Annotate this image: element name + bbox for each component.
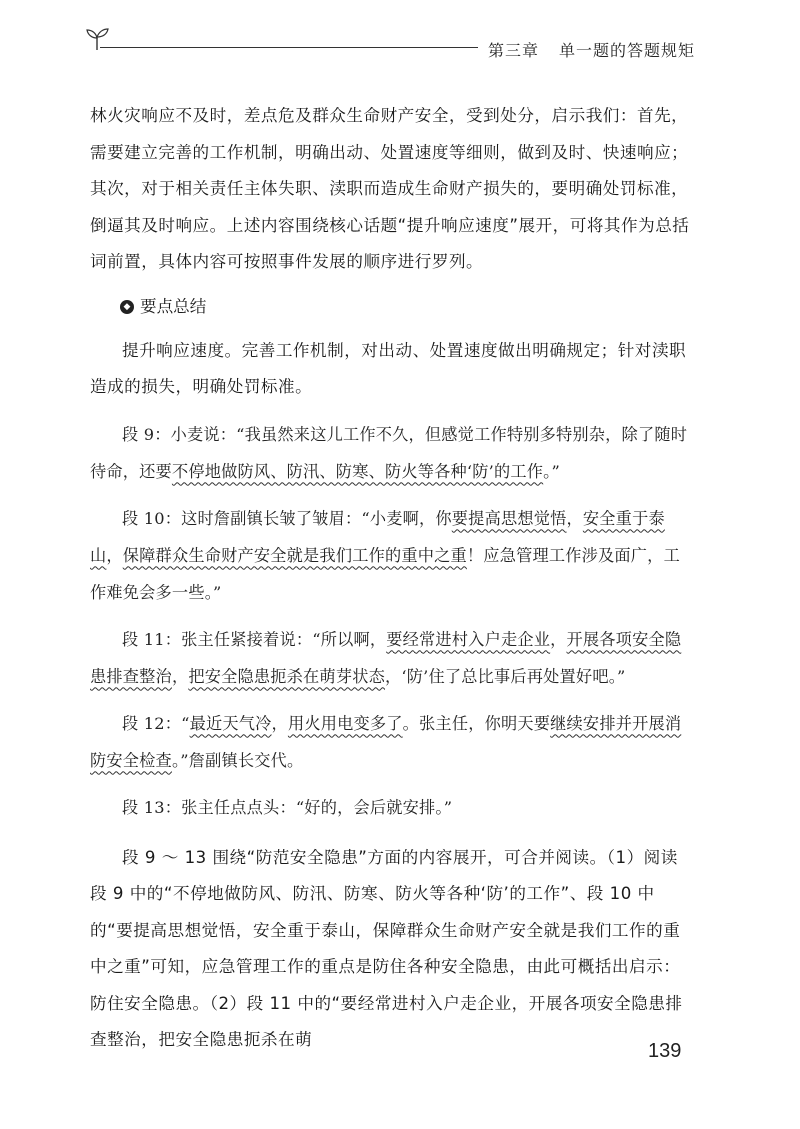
summary-text: 提升响应速度。完善工作机制，对出动、处置速度做出明确规定；针对渎职造成的损失，明确处罚标准。 bbox=[90, 340, 687, 396]
paragraph-11 bbox=[90, 621, 690, 695]
summary-heading bbox=[90, 289, 690, 325]
text-run: 。张主任，你明天要 bbox=[402, 713, 551, 733]
paragraph-intro: 林火灾响应不及时，差点危及群众生命财产安全，受到处分，启示我们：首先，需要建立完善的工作机制，明确出动、处置速度等细则，做到及时、快速响应；其次，对于相关责任主体失职、渎职而造成生命财产损失的，要明确处罚标准，倒逼其及时响应。上述内容围绕核心话题“提升响应速度”展开，可将其作为总括词前置，具体内容可按照事件发展的顺序进行罗列。 bbox=[90, 106, 690, 271]
text-run: 。” bbox=[543, 461, 560, 481]
wavy-underlined-text: 不停地做防风、防汛、防寒、防火等各种‘防’的工作 bbox=[171, 461, 544, 481]
bullet-icon: ◆ bbox=[120, 300, 134, 314]
chapter-title: 单一题的答题规矩 bbox=[559, 41, 696, 60]
summary-label: 要点总结 bbox=[140, 296, 207, 316]
text-run: 段 9：小麦说：“我虽然来这儿工作不久，但感觉工作特别多特别杂，除了随时待命，还要 bbox=[90, 424, 688, 481]
paragraph-12 bbox=[90, 705, 690, 779]
text-run: ， bbox=[566, 508, 583, 528]
page-number: 139 bbox=[648, 1040, 682, 1062]
wavy-underlined-text: 安全重于泰山 bbox=[90, 508, 665, 565]
page-body bbox=[90, 98, 690, 1059]
wavy-underlined-text: 把安全隐患扼杀在萌芽状态 bbox=[188, 666, 385, 686]
wavy-underlined-text: 保障群众生命财产安全就是我们工作的重中之重 bbox=[122, 545, 467, 565]
chapter-label: 第三章 bbox=[488, 41, 540, 60]
text-run: ！应急管理工作涉及面广，工作难免会多一些。” bbox=[90, 545, 680, 602]
paragraph-13: 段 13：张主任点点头：“好的，会后就安排。” bbox=[122, 797, 453, 817]
wavy-underlined-text: 要提高思想觉悟 bbox=[451, 508, 567, 528]
wavy-underlined-text: 要经常进村入户走企业 bbox=[386, 629, 551, 649]
text-run: ， bbox=[550, 629, 567, 649]
wavy-underlined-text: 最近天气冷 bbox=[189, 713, 272, 733]
text-run: ，‘防’住了总比事后再处置好吧。” bbox=[384, 666, 626, 686]
text-run: ， bbox=[171, 666, 189, 686]
running-header bbox=[0, 0, 800, 70]
text-run: ， bbox=[271, 713, 288, 733]
text-run: 段 12：“ bbox=[122, 713, 190, 733]
paragraph-9 bbox=[90, 416, 690, 490]
text-run: 。”詹副镇长交代。 bbox=[171, 750, 304, 770]
wavy-underlined-text: 用火用电变多了 bbox=[287, 713, 403, 733]
wavy-underlined-text: 继续安排并开展消防安全检查 bbox=[90, 713, 682, 770]
paragraph-analysis: 段 9 ～ 13 围绕“防范安全隐患”方面的内容展开，可合并阅读。（1）阅读段 9 中的“不停地做防风、防汛、防寒、防火等各种‘防’的工作”、段 10 中的“要提高思想觉悟，安全重于泰山，保障群众生命财产安全就是我们工作的重中之重”可知，应急管理工作的重点是防住各种安全隐患，由此可概括出启示：防住安全隐患。（2）段 11 中的“要经常进村入户走企业，开展各项安全隐患排查整治，把安全隐患扼杀在萌 bbox=[90, 847, 683, 1049]
header-rule bbox=[100, 47, 478, 48]
text-run: ， bbox=[106, 545, 123, 565]
wavy-underlined-text: 开展各项安全隐患排查整治 bbox=[90, 629, 682, 686]
text-run: 段 10：这时詹副镇长皱了皱眉：“小麦啊，你 bbox=[122, 508, 452, 528]
text-run: 段 11：张主任紧接着说：“所以啊， bbox=[122, 629, 387, 649]
header-title bbox=[488, 38, 695, 61]
paragraph-10 bbox=[90, 500, 690, 611]
sprout-icon bbox=[84, 26, 110, 52]
